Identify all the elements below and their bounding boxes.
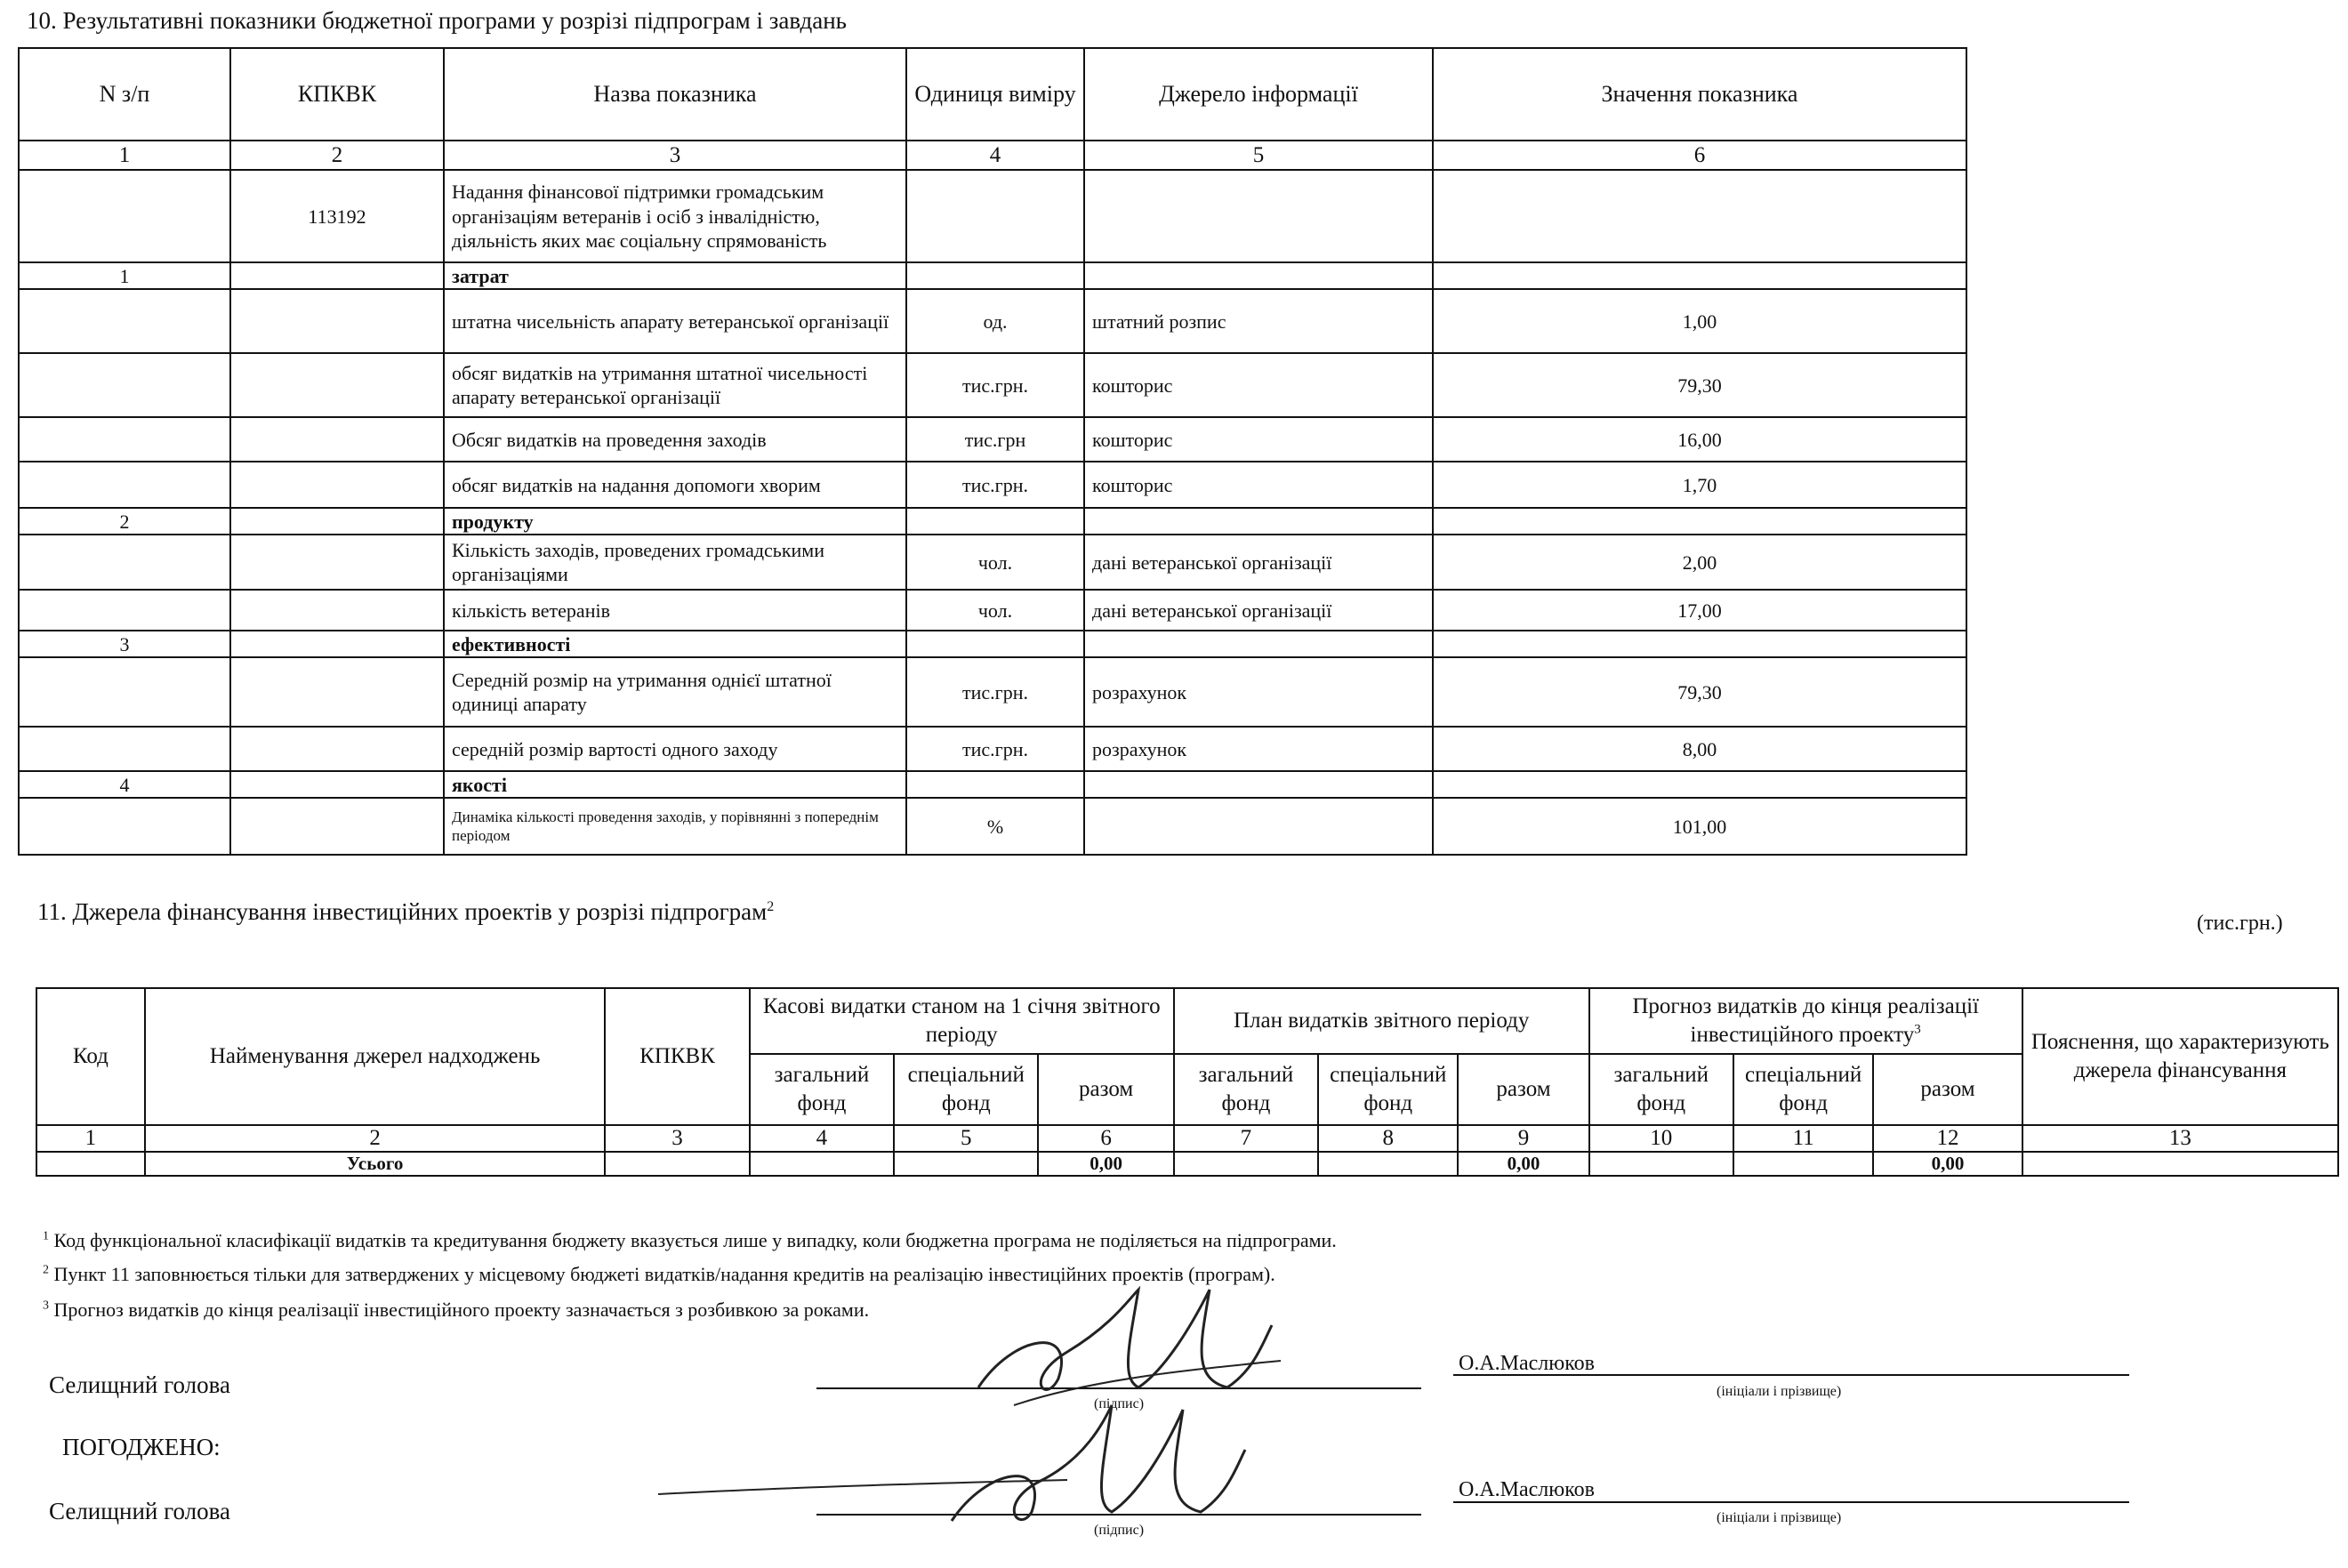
- table-row: [19, 798, 1966, 855]
- header-total: разом: [1038, 1054, 1173, 1125]
- group-name: якості: [444, 771, 906, 798]
- unit-label: (тис.грн.): [2197, 912, 2283, 935]
- footnote: $^1$ Код функціональної класифікації видатків та кредитування бюджету вказується лише у випадку, коли бюджетна програма не поділяється на підпрограми.: [43, 1229, 1337, 1251]
- header-kpkvk: КПКВК: [605, 988, 749, 1125]
- header-general-fund: загальний фонд: [750, 1054, 894, 1125]
- header-code: Код: [36, 988, 145, 1125]
- header-total: разом: [1458, 1054, 1588, 1125]
- indicator-name: обсяг видатків на надання допомоги хворим: [444, 462, 906, 508]
- table-row: [19, 353, 1966, 417]
- indicator-unit: %: [906, 798, 1084, 855]
- indicator-name: Динаміка кількості проведення заходів, у порівнянні з попереднім періодом: [444, 798, 906, 855]
- indicator-unit: тис.грн.: [906, 727, 1084, 771]
- signature-caption: (підпис): [1094, 1396, 1145, 1411]
- header-explanation: Пояснення, що характеризують джерела фінансування: [2022, 988, 2338, 1125]
- total-label: Усього: [145, 1152, 606, 1176]
- indicator-source: штатний розпис: [1084, 289, 1433, 353]
- column-number: 2: [145, 1125, 606, 1152]
- indicator-source: кошторис: [1084, 417, 1433, 462]
- signature-scribble-2: [658, 1387, 1299, 1539]
- header-special-fund: спеціальний фонд: [894, 1054, 1038, 1125]
- group-name: затрат: [444, 262, 906, 289]
- table-row: [19, 657, 1966, 727]
- column-number: 5: [1084, 141, 1433, 170]
- group-name: продукту: [444, 508, 906, 535]
- program-row: [19, 170, 1966, 262]
- section-11-title: 11. Джерела фінансування інвестиційних проектів у розрізі підпрограм$^2$: [37, 898, 775, 925]
- financing-table: [36, 987, 2339, 1177]
- program-code: 113192: [230, 170, 444, 262]
- total-row: [36, 1152, 2338, 1176]
- header-special-fund: спеціальний фонд: [1318, 1054, 1458, 1125]
- indicator-unit: чол.: [906, 535, 1084, 590]
- column-number: 3: [605, 1125, 749, 1152]
- group-name: ефективності: [444, 631, 906, 657]
- indicator-source: дані ветеранської організації: [1084, 590, 1433, 631]
- indicator-value: 79,30: [1433, 353, 1966, 417]
- name-caption: (ініціали і прізвище): [1717, 1510, 1842, 1525]
- plan-total: 0,00: [1458, 1152, 1588, 1176]
- name-line: [1453, 1501, 2129, 1503]
- table-row: [19, 535, 1966, 590]
- indicator-source: розрахунок: [1084, 657, 1433, 727]
- indicator-name: кількість ветеранів: [444, 590, 906, 631]
- header-source-name: Найменування джерел надходжень: [145, 988, 606, 1125]
- group-number: 3: [19, 631, 230, 657]
- indicator-value: 1,00: [1433, 289, 1966, 353]
- table-row: [19, 727, 1966, 771]
- indicator-unit: тис.грн: [906, 417, 1084, 462]
- header-source: Джерело інформації: [1084, 48, 1433, 141]
- indicators-table: [18, 47, 1967, 856]
- column-number: 10: [1589, 1125, 1733, 1152]
- indicator-source: розрахунок: [1084, 727, 1433, 771]
- indicator-value: 2,00: [1433, 535, 1966, 590]
- head-label-2: Селищний голова: [49, 1498, 231, 1524]
- column-number: 5: [894, 1125, 1038, 1152]
- table-row: [19, 417, 1966, 462]
- indicator-name: Обсяг видатків на проведення заходів: [444, 417, 906, 462]
- header-forecast: Прогноз видатків до кінця реалізації інвестиційного проекту$^3$: [1589, 988, 2022, 1054]
- head-name-2: О.А.Маслюков: [1459, 1478, 1595, 1501]
- table-row: [19, 289, 1966, 353]
- column-number: 8: [1318, 1125, 1458, 1152]
- indicator-name: Середній розмір на утримання однієї штатної одиниці апарату: [444, 657, 906, 727]
- table-row: [19, 590, 1966, 631]
- column-number: 12: [1873, 1125, 2022, 1152]
- indicator-unit: тис.грн.: [906, 657, 1084, 727]
- signature-caption: (підпис): [1094, 1523, 1145, 1538]
- column-number: 4: [750, 1125, 894, 1152]
- group-row: [19, 262, 1966, 289]
- cash-total: 0,00: [1038, 1152, 1173, 1176]
- indicator-value: 79,30: [1433, 657, 1966, 727]
- header-unit: Одиниця виміру: [906, 48, 1084, 141]
- header-general-fund: загальний фонд: [1589, 1054, 1733, 1125]
- program-name: Надання фінансової підтримки громадським організаціям ветеранів і осіб з інвалідністю, діяльність яких має соціальну спрямованість: [444, 170, 906, 262]
- header-indicator-name: Назва показника: [444, 48, 906, 141]
- indicator-unit: чол.: [906, 590, 1084, 631]
- indicator-value: 101,00: [1433, 798, 1966, 855]
- indicator-unit: тис.грн.: [906, 353, 1084, 417]
- head-name: О.А.Маслюков: [1459, 1352, 1595, 1375]
- indicator-source: кошторис: [1084, 353, 1433, 417]
- column-number: 13: [2022, 1125, 2338, 1152]
- indicator-source: дані ветеранської організації: [1084, 535, 1433, 590]
- group-row: [19, 631, 1966, 657]
- group-row: [19, 508, 1966, 535]
- column-number: 6: [1038, 1125, 1173, 1152]
- indicator-value: 1,70: [1433, 462, 1966, 508]
- indicator-source: [1084, 798, 1433, 855]
- footnote: $^3$ Прогноз видатків до кінця реалізації інвестиційного проекту зазначається з розбивкою за роками.: [43, 1299, 870, 1321]
- name-caption: (ініціали і прізвище): [1717, 1384, 1842, 1399]
- column-number: 11: [1733, 1125, 1873, 1152]
- header-cash: Касові видатки станом на 1 січня звітного періоду: [750, 988, 1174, 1054]
- indicator-source: кошторис: [1084, 462, 1433, 508]
- column-number: 3: [444, 141, 906, 170]
- footnote: $^2$ Пункт 11 заповнюється тільки для затверджених у місцевому бюджеті видатків/надання кредитів на реалізацію інвестиційних проектів (програм).: [43, 1263, 1275, 1285]
- forecast-total: 0,00: [1873, 1152, 2022, 1176]
- column-number: 7: [1174, 1125, 1318, 1152]
- section-10-title: 10. Результативні показники бюджетної програми у розрізі підпрограм і завдань: [27, 7, 847, 34]
- column-number: 2: [230, 141, 444, 170]
- header-value: Значення показника: [1433, 48, 1966, 141]
- agreed-label: ПОГОДЖЕНО:: [62, 1434, 221, 1460]
- column-number: 6: [1433, 141, 1966, 170]
- head-label: Селищний голова: [49, 1371, 231, 1398]
- group-number: 4: [19, 771, 230, 798]
- header-general-fund: загальний фонд: [1174, 1054, 1318, 1125]
- group-number: 1: [19, 262, 230, 289]
- indicator-name: Кількість заходів, проведених громадськими організаціями: [444, 535, 906, 590]
- header-total: разом: [1873, 1054, 2022, 1125]
- indicator-name: штатна чисельність апарату ветеранської організації: [444, 289, 906, 353]
- column-number: 4: [906, 141, 1084, 170]
- column-number: 1: [36, 1125, 145, 1152]
- indicator-value: 16,00: [1433, 417, 1966, 462]
- indicator-unit: од.: [906, 289, 1084, 353]
- header-kpkvk: КПКВК: [230, 48, 444, 141]
- column-number: 9: [1458, 1125, 1588, 1152]
- indicator-value: 8,00: [1433, 727, 1966, 771]
- table-row: [19, 462, 1966, 508]
- header-plan: План видатків звітного періоду: [1174, 988, 1589, 1054]
- header-special-fund: спеціальний фонд: [1733, 1054, 1873, 1125]
- indicator-unit: тис.грн.: [906, 462, 1084, 508]
- indicator-name: середній розмір вартості одного заходу: [444, 727, 906, 771]
- column-number: 1: [19, 141, 230, 170]
- name-line: [1453, 1374, 2129, 1376]
- group-row: [19, 771, 1966, 798]
- indicator-value: 17,00: [1433, 590, 1966, 631]
- indicator-name: обсяг видатків на утримання штатної чисельності апарату ветеранської організації: [444, 353, 906, 417]
- header-num: N з/п: [19, 48, 230, 141]
- group-number: 2: [19, 508, 230, 535]
